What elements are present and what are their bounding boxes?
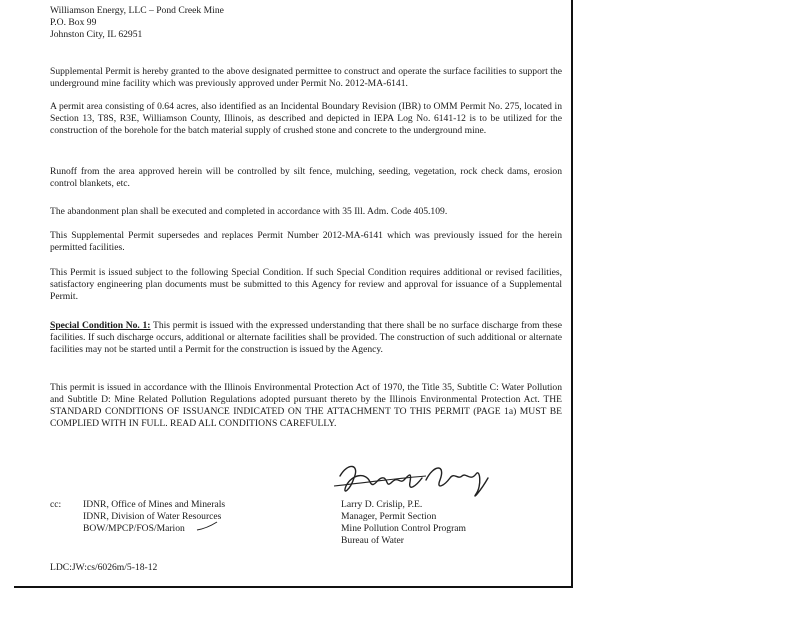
scan-edge-bottom: [14, 586, 573, 588]
addressee-block: [50, 5, 350, 41]
cc-label: cc:: [50, 499, 62, 510]
paragraph-supplemental-permit: Supplemental Permit is hereby granted to the above designated permittee to construct and operate the surface facilities to support the underground mine facility which was previously approved under Permit No. 2012-MA-6141.: [50, 66, 562, 89]
paragraph-act-compliance: This permit is issued in accordance with the Illinois Environmental Protection Act of 1970, the Title 35, Subtitle C: Water Pollution and Subtitle D: Mine Related Pollution Regulations adopted pursuant thereto by the Illinois Environmental Protection Act. THE STANDARD CONDITIONS OF ISSUANCE INDICATED ON THE ATTACHMENT TO THIS PERMIT (PAGE 1a) MUST BE COMPLIED WITH IN FULL. READ ALL CONDITIONS CAREFULLY.: [50, 382, 562, 429]
cc-item-omm: IDNR, Office of Mines and Minerals: [83, 499, 226, 510]
signature-image: [330, 456, 500, 504]
special-condition-text: This permit is issued with the expressed understanding that there shall be no surface discharge from these facilities. If such discharge occurs, additional or alternate facilities shall be provided. The construction of such additional or alternate facilities may not be started until a Permit for the construction is issued by the Agency.: [50, 320, 562, 355]
paragraph-supersedes: This Supplemental Permit supersedes and replaces Permit Number 2012-MA-6141 which was previously issued for the herein permitted facilities.: [50, 230, 562, 253]
cc-item-fos: BOW/MPCP/FOS/Marion: [83, 523, 185, 534]
signer-block: [341, 499, 541, 547]
paragraph-permit-area: A permit area consisting of 0.64 acres, also identified as an Incidental Boundary Revision (IBR) to OMM Permit No. 275, located in Section 13, T8S, R3E, Williamson County, Illinois, as described and depicted in IEPA Log No. 6141-12 is to be utilized for the construction of the borehole for the batch material supply of crushed stone and concrete to the underground mine.: [50, 101, 562, 136]
scan-edge-right: [571, 0, 573, 588]
paragraph-special-condition-1: [50, 320, 562, 356]
addressee-city: Johnston City, IL 62951: [50, 29, 143, 40]
paragraph-runoff: Runoff from the area approved herein will be controlled by silt fence, mulching, seeding, vegetation, rock check dams, erosion control blankets, etc.: [50, 166, 562, 189]
signer-title: Manager, Permit Section: [341, 511, 437, 522]
signer-name: Larry D. Crislip, P.E.: [341, 499, 423, 510]
signer-bureau: Bureau of Water: [341, 535, 404, 546]
cc-item-dwr: IDNR, Division of Water Resources: [83, 511, 222, 522]
special-condition-label: Special Condition No. 1:: [50, 320, 151, 331]
reference-initials: LDC:JW:cs/6026m/5-18-12: [50, 562, 158, 573]
handwritten-check-mark-icon: [195, 520, 219, 532]
signer-program: Mine Pollution Control Program: [341, 523, 466, 534]
addressee-po-box: P.O. Box 99: [50, 17, 97, 28]
addressee-company: Williamson Energy, LLC – Pond Creek Mine: [50, 5, 224, 16]
paragraph-abandonment: The abandonment plan shall be executed and completed in accordance with 35 Ill. Adm. Code 405.109.: [50, 206, 448, 217]
paragraph-special-condition-intro: This Permit is issued subject to the following Special Condition. If such Special Condition requires additional or revised facilities, satisfactory engineering plan documents must be submitted to this Agency for review and approval for issuance of a Supplemental Permit.: [50, 267, 562, 302]
